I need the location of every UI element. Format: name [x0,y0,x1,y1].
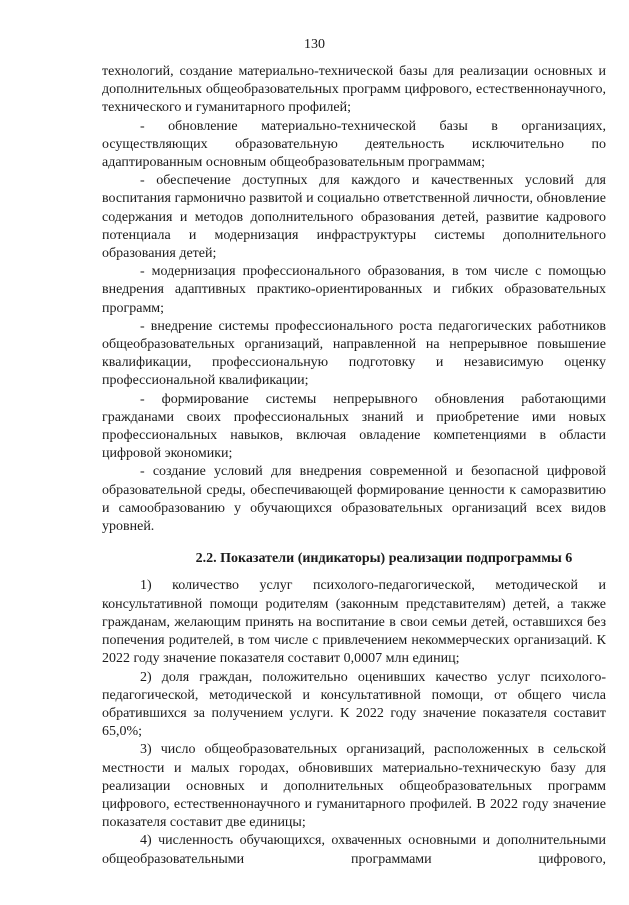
list-item: - модернизация профессионального образования, в том числе с помощью внедрения адаптивных практико-ориентированных и гибких образовательных программ; [102,264,606,316]
indicator-item: 3) число общеобразовательных организаций, расположенных в сельской местности и малых городах, обновивших материально-техническую базу для реализации основных и дополнительных общеобразовательных программ цифрового, естественнонаучного и гуманитарного профилей. В 2022 году значение показателя составит две единицы; [102,742,606,831]
indicator-item: 2) доля граждан, положительно оценивших качество услуг психолого-педагогической, методической и консультативной помощи, от общего числа обратившихся за получением услуги. К 2022 году значение показателя составит 65,0%; [102,669,606,740]
document-body [102,63,606,869]
section-heading: 2.2. Показатели (индикаторы) реализации подпрограммы 6 [195,551,573,567]
list-item: - обновление материально-технической базы в организациях, осуществляющих образовательную деятельность исключительно по адаптированным основным общеобразовательным программам; [102,118,606,171]
paragraph-continuation: технологий, создание материально-технической базы для реализации основных и дополнительных общеобразовательных программ цифрового, естественнонаучного, технического и гуманитарного профилей; [102,64,606,116]
indicator-item: 4) численность обучающихся, охваченных основными и дополнительными общеобразовательными программами цифрового, [102,833,606,867]
list-item: - внедрение системы профессионального роста педагогических работников общеобразовательных организаций, направленной на непрерывное повышение квалификации, профессиональную подготовку и независимую оценку профессиональной квалификации; [102,318,606,389]
page-number: 130 [304,37,325,52]
list-item: - формирование системы непрерывного обновления работающими гражданами своих профессиональных знаний и приобретение ими новых профессиональных навыков, включая овладение компетенциями в области цифровой экономики; [102,391,606,462]
list-item: - обеспечение доступных для каждого и качественных условий для воспитания гармонично развитой и социально ответственной личности, обновление содержания и методов дополнительного образования детей, развитие кадрового потенциала и модернизация инфраструктуры системы дополнительного образования детей; [102,173,606,262]
list-item: - создание условий для внедрения современной и безопасной цифровой образовательной среды, обеспечивающей формирование ценности к саморазвитию и самообразованию у обучающихся образовательных организаций всех видов уровней. [102,464,606,535]
indicator-item: 1) количество услуг психолого-педагогической, методической и консультативной помощи родителям (законным представителям) детей, а также гражданам, желающим принять на воспитание в свои семьи детей, оставшихся без попечения родителей, в том числе с привлечением некоммерческих организаций. К 2022 году значение показателя составит 0,0007 млн единиц; [102,578,606,667]
